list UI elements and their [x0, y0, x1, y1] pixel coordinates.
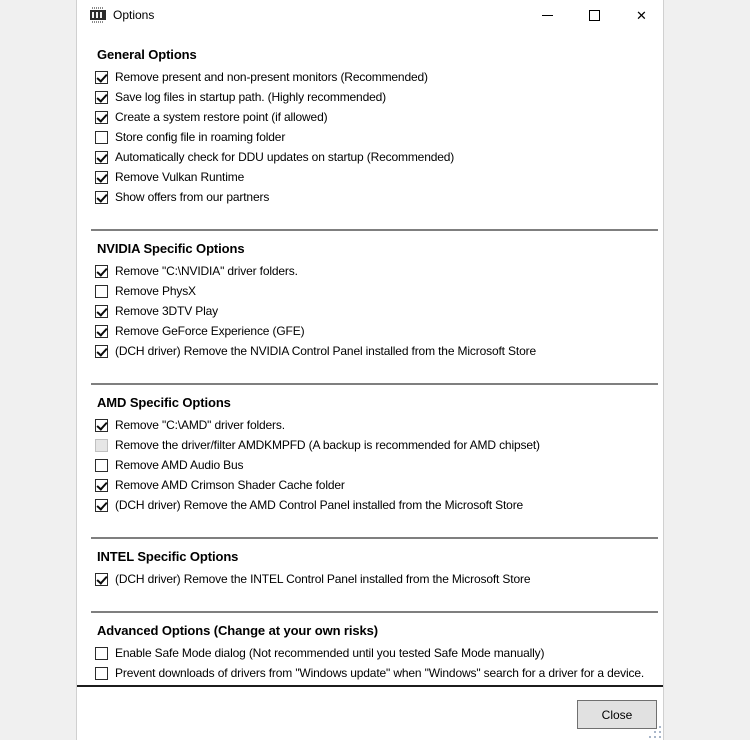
- checkbox-icon: [95, 439, 108, 452]
- ddu-app-icon: [90, 7, 106, 23]
- option-row[interactable]: [77, 455, 663, 475]
- checkbox-icon[interactable]: [95, 91, 108, 104]
- option-row[interactable]: [77, 301, 663, 321]
- checkbox-icon[interactable]: [95, 479, 108, 492]
- option-label[interactable]: Show offers from our partners: [115, 190, 270, 204]
- option-row[interactable]: [77, 261, 663, 281]
- option-row[interactable]: [77, 475, 663, 495]
- checkbox-icon[interactable]: [95, 171, 108, 184]
- option-label[interactable]: Remove AMD Audio Bus: [115, 458, 244, 472]
- option-row[interactable]: [77, 281, 663, 301]
- checkbox-icon[interactable]: [95, 265, 108, 278]
- section-nvidia: [77, 241, 663, 361]
- option-row: [77, 435, 663, 455]
- option-row[interactable]: [77, 167, 663, 187]
- option-row[interactable]: [77, 643, 663, 663]
- window-title: Options: [113, 8, 155, 22]
- section-title: INTEL Specific Options: [97, 549, 239, 564]
- minimize-button[interactable]: [532, 0, 563, 30]
- section-divider: [91, 229, 658, 231]
- checkbox-icon[interactable]: [95, 667, 108, 680]
- option-label[interactable]: Prevent downloads of drivers from "Windows update" when "Windows" search for a driver for a device.: [115, 666, 645, 680]
- option-row[interactable]: [77, 107, 663, 127]
- section-amd: [77, 395, 663, 515]
- option-row[interactable]: [77, 321, 663, 341]
- checkbox-icon[interactable]: [95, 111, 108, 124]
- option-row[interactable]: [77, 87, 663, 107]
- close-button[interactable]: Close: [577, 700, 657, 729]
- checkbox-icon[interactable]: [95, 305, 108, 318]
- checkbox-icon[interactable]: [95, 285, 108, 298]
- maximize-button[interactable]: [579, 0, 610, 30]
- window-controls: [516, 0, 657, 30]
- option-label[interactable]: Remove "C:\NVIDIA" driver folders.: [115, 264, 298, 278]
- checkbox-icon[interactable]: [95, 151, 108, 164]
- titlebar-close-button[interactable]: [626, 0, 657, 30]
- section-intel: [77, 549, 663, 589]
- option-label[interactable]: Remove GeForce Experience (GFE): [115, 324, 305, 338]
- minimize-icon: [542, 15, 553, 16]
- option-rows: [77, 261, 663, 361]
- ddu-icon-hatch: [92, 7, 104, 9]
- option-row[interactable]: [77, 415, 663, 435]
- option-row[interactable]: [77, 495, 663, 515]
- option-row[interactable]: [77, 663, 663, 683]
- option-label[interactable]: (DCH driver) Remove the AMD Control Panel installed from the Microsoft Store: [115, 498, 524, 512]
- option-label[interactable]: Create a system restore point (if allowed): [115, 110, 328, 124]
- option-rows: [77, 643, 663, 683]
- title-bar: [77, 0, 663, 30]
- checkbox-icon[interactable]: [95, 345, 108, 358]
- section-title: General Options: [97, 47, 197, 62]
- option-row[interactable]: [77, 187, 663, 207]
- option-label[interactable]: Remove PhysX: [115, 284, 196, 298]
- option-label[interactable]: Automatically check for DDU updates on startup (Recommended): [115, 150, 455, 164]
- close-icon: ✕: [636, 7, 647, 23]
- option-row[interactable]: [77, 127, 663, 147]
- ddu-icon-chip: [90, 10, 106, 20]
- option-label: Remove the driver/filter AMDKMPFD (A backup is recommended for AMD chipset): [115, 438, 540, 452]
- section-divider: [91, 383, 658, 385]
- resize-grip-icon[interactable]: [649, 726, 662, 739]
- options-dialog: [76, 0, 664, 740]
- option-label[interactable]: Remove Vulkan Runtime: [115, 170, 245, 184]
- option-label[interactable]: Remove 3DTV Play: [115, 304, 218, 318]
- option-label[interactable]: (DCH driver) Remove the INTEL Control Panel installed from the Microsoft Store: [115, 572, 531, 586]
- checkbox-icon[interactable]: [95, 499, 108, 512]
- ddu-icon-hatch: [92, 21, 104, 23]
- section-title: NVIDIA Specific Options: [97, 241, 245, 256]
- section-divider: [91, 611, 658, 613]
- option-row[interactable]: [77, 569, 663, 589]
- checkbox-icon[interactable]: [95, 71, 108, 84]
- checkbox-icon[interactable]: [95, 325, 108, 338]
- checkbox-icon[interactable]: [95, 131, 108, 144]
- checkbox-icon[interactable]: [95, 647, 108, 660]
- option-row[interactable]: [77, 67, 663, 87]
- option-rows: [77, 569, 663, 589]
- checkbox-icon[interactable]: [95, 419, 108, 432]
- checkbox-icon[interactable]: [95, 191, 108, 204]
- option-row[interactable]: [77, 341, 663, 361]
- section-title: AMD Specific Options: [97, 395, 231, 410]
- maximize-icon: [589, 10, 600, 21]
- checkbox-icon[interactable]: [95, 459, 108, 472]
- option-label[interactable]: Save log files in startup path. (Highly recommended): [115, 90, 387, 104]
- section-title: Advanced Options (Change at your own risks): [97, 623, 379, 638]
- option-row[interactable]: [77, 147, 663, 167]
- option-label[interactable]: Remove "C:\AMD" driver folders.: [115, 418, 285, 432]
- option-label[interactable]: Remove present and non-present monitors (Recommended): [115, 70, 428, 84]
- option-label[interactable]: Remove AMD Crimson Shader Cache folder: [115, 478, 345, 492]
- option-rows: [77, 67, 663, 207]
- section-advanced: [77, 623, 663, 683]
- option-rows: [77, 415, 663, 515]
- dialog-footer: [77, 687, 663, 740]
- section-divider: [91, 537, 658, 539]
- checkbox-icon[interactable]: [95, 573, 108, 586]
- section-general: [77, 47, 663, 207]
- option-label[interactable]: (DCH driver) Remove the NVIDIA Control Panel installed from the Microsoft Store: [115, 344, 536, 358]
- option-label[interactable]: Store config file in roaming folder: [115, 130, 286, 144]
- option-label[interactable]: Enable Safe Mode dialog (Not recommended until you tested Safe Mode manually): [115, 646, 545, 660]
